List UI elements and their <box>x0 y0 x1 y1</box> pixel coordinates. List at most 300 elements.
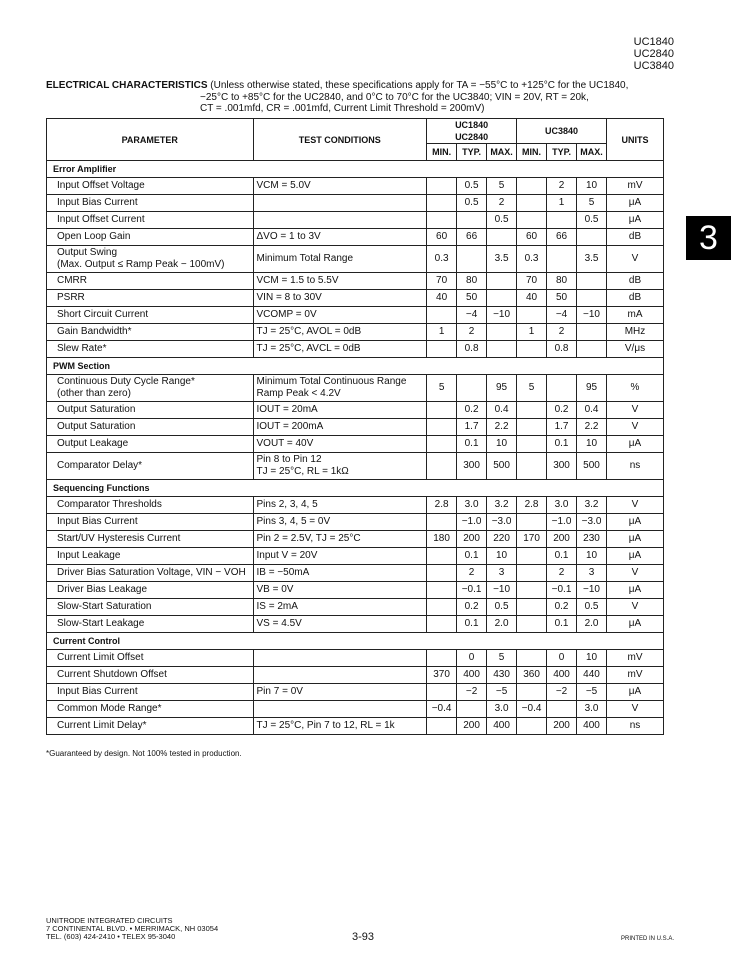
value-cell: 1.7 <box>457 419 487 436</box>
value-cell: 0.2 <box>457 599 487 616</box>
value-cell: −4 <box>547 307 577 324</box>
spec-table-body <box>47 161 664 735</box>
parameter-cell: Comparator Thresholds <box>47 497 254 514</box>
footer-line: TEL. (603) 424-2410 • TELEX 95-3040 <box>46 932 176 941</box>
value-cell <box>517 402 547 419</box>
value-cell: 5 <box>427 375 457 402</box>
value-cell <box>427 453 457 480</box>
value-cell: −10 <box>487 582 517 599</box>
value-cell: 2.8 <box>517 497 547 514</box>
value-cell: −5 <box>577 684 607 701</box>
units-cell: mA <box>607 307 664 324</box>
table-row <box>47 531 664 548</box>
value-cell: 0.1 <box>457 616 487 633</box>
value-cell <box>547 375 577 402</box>
units-cell: V <box>607 402 664 419</box>
value-cell <box>517 616 547 633</box>
value-cell: 0.3 <box>517 246 547 273</box>
test-condition-cell: ΔVO = 1 to 3V <box>253 229 427 246</box>
part-numbers <box>634 36 674 72</box>
units-cell: μA <box>607 212 664 229</box>
value-cell <box>517 565 547 582</box>
value-cell: 95 <box>577 375 607 402</box>
table-row <box>47 582 664 599</box>
parameter-cell: Slow-Start Saturation <box>47 599 254 616</box>
table-row <box>47 650 664 667</box>
value-cell: 0.1 <box>547 548 577 565</box>
value-cell: 400 <box>487 718 517 735</box>
header-units: UNITS <box>607 119 664 161</box>
parameter-cell: Short Circuit Current <box>47 307 254 324</box>
units-cell: V <box>607 701 664 718</box>
value-cell <box>547 212 577 229</box>
table-row <box>47 229 664 246</box>
value-cell <box>517 548 547 565</box>
value-cell <box>427 650 457 667</box>
value-cell: 2.2 <box>487 419 517 436</box>
units-cell: μA <box>607 548 664 565</box>
units-cell: μA <box>607 684 664 701</box>
value-cell: 3.0 <box>487 701 517 718</box>
header-max: MAX. <box>577 144 607 161</box>
parameter-cell: Input Bias Current <box>47 514 254 531</box>
value-cell: 5 <box>487 178 517 195</box>
header-parameter: PARAMETER <box>47 119 254 161</box>
value-cell: −5 <box>487 684 517 701</box>
value-cell <box>547 701 577 718</box>
value-cell: 1 <box>547 195 577 212</box>
test-condition-cell: Pins 3, 4, 5 = 0V <box>253 514 427 531</box>
test-condition-cell: TJ = 25°C, AVCL = 0dB <box>253 341 427 358</box>
units-cell: μA <box>607 514 664 531</box>
table-row <box>47 375 664 402</box>
value-cell: 0.5 <box>577 212 607 229</box>
value-cell: 360 <box>517 667 547 684</box>
value-cell <box>427 684 457 701</box>
page-number: 3-93 <box>352 931 375 943</box>
test-condition-cell: IOUT = 200mA <box>253 419 427 436</box>
test-condition-cell: Minimum Total Range <box>253 246 427 273</box>
value-cell: 430 <box>487 667 517 684</box>
test-condition-cell: Pin 2 = 2.5V, TJ = 25°C <box>253 531 427 548</box>
value-cell: 1 <box>517 324 547 341</box>
table-row <box>47 718 664 735</box>
value-cell: 0.2 <box>457 402 487 419</box>
electrical-conditions <box>46 80 666 115</box>
units-cell: μA <box>607 616 664 633</box>
parameter-cell: Output Swing (Max. Output ≤ Ramp Peak − 100mV) <box>47 246 254 273</box>
value-cell <box>427 565 457 582</box>
value-cell: −0.4 <box>427 701 457 718</box>
section-title: Sequencing Functions <box>47 480 664 497</box>
value-cell: 3 <box>487 565 517 582</box>
table-row <box>47 402 664 419</box>
value-cell: 0.5 <box>457 178 487 195</box>
units-cell: dB <box>607 290 664 307</box>
value-cell: 0.1 <box>457 548 487 565</box>
value-cell <box>487 229 517 246</box>
value-cell: 400 <box>577 718 607 735</box>
value-cell <box>577 229 607 246</box>
units-cell: μA <box>607 582 664 599</box>
table-row <box>47 701 664 718</box>
value-cell <box>517 341 547 358</box>
value-cell <box>517 419 547 436</box>
table-row <box>47 497 664 514</box>
value-cell: 66 <box>547 229 577 246</box>
value-cell: 95 <box>487 375 517 402</box>
table-row <box>47 307 664 324</box>
value-cell: 200 <box>547 718 577 735</box>
value-cell <box>427 548 457 565</box>
test-condition-cell <box>253 212 427 229</box>
value-cell: 2.2 <box>577 419 607 436</box>
ec-title: ELECTRICAL CHARACTERISTICS <box>46 80 208 91</box>
value-cell <box>427 402 457 419</box>
parameter-cell: Input Leakage <box>47 548 254 565</box>
header-min: MIN. <box>517 144 547 161</box>
units-cell: MHz <box>607 324 664 341</box>
value-cell: −0.1 <box>457 582 487 599</box>
value-cell: 70 <box>517 273 547 290</box>
value-cell: 300 <box>547 453 577 480</box>
value-cell <box>517 436 547 453</box>
value-cell <box>427 582 457 599</box>
value-cell: 220 <box>487 531 517 548</box>
value-cell: 0.5 <box>487 212 517 229</box>
value-cell: 0.4 <box>577 402 607 419</box>
value-cell: 50 <box>547 290 577 307</box>
value-cell <box>427 195 457 212</box>
parameter-cell: Gain Bandwidth* <box>47 324 254 341</box>
parameter-cell: Output Saturation <box>47 419 254 436</box>
value-cell: 500 <box>487 453 517 480</box>
section-title: Error Amplifier <box>47 161 664 178</box>
table-row <box>47 419 664 436</box>
value-cell: −0.4 <box>517 701 547 718</box>
units-cell: mV <box>607 667 664 684</box>
value-cell: 2 <box>547 565 577 582</box>
parameter-cell: Driver Bias Saturation Voltage, VIN − VOH <box>47 565 254 582</box>
units-cell: ns <box>607 718 664 735</box>
value-cell <box>517 195 547 212</box>
value-cell: −10 <box>577 582 607 599</box>
value-cell: 66 <box>457 229 487 246</box>
ec-line2: −25°C to +85°C for the UC2840, and 0°C to 70°C for the UC3840; VIN = 20V, RT = 20k, <box>200 91 589 103</box>
value-cell: 10 <box>577 650 607 667</box>
value-cell: 1 <box>427 324 457 341</box>
value-cell <box>427 212 457 229</box>
value-cell <box>487 341 517 358</box>
table-row <box>47 212 664 229</box>
test-condition-cell: Minimum Total Continuous Range Ramp Peak < 4.2V <box>253 375 427 402</box>
value-cell: 70 <box>427 273 457 290</box>
test-condition-cell: TJ = 25°C, Pin 7 to 12, RL = 1k <box>253 718 427 735</box>
test-condition-cell: Pins 2, 3, 4, 5 <box>253 497 427 514</box>
test-condition-cell: VCM = 5.0V <box>253 178 427 195</box>
parameter-cell: Comparator Delay* <box>47 453 254 480</box>
table-row <box>47 616 664 633</box>
value-cell: 180 <box>427 531 457 548</box>
value-cell: 1.7 <box>547 419 577 436</box>
value-cell: 3.5 <box>577 246 607 273</box>
value-cell <box>517 307 547 324</box>
section-row <box>47 633 664 650</box>
value-cell: 2 <box>457 565 487 582</box>
test-condition-cell: IS = 2mA <box>253 599 427 616</box>
footer-address <box>46 917 218 941</box>
test-condition-cell: TJ = 25°C, AVOL = 0dB <box>253 324 427 341</box>
value-cell <box>427 436 457 453</box>
value-cell: −10 <box>487 307 517 324</box>
part-number: UC1840 <box>633 36 674 48</box>
units-cell: % <box>607 375 664 402</box>
value-cell: 3.0 <box>547 497 577 514</box>
value-cell: 200 <box>547 531 577 548</box>
value-cell: 5 <box>517 375 547 402</box>
parameter-cell: Slow-Start Leakage <box>47 616 254 633</box>
part-number: UC2840 <box>633 48 674 60</box>
value-cell: 300 <box>457 453 487 480</box>
value-cell: 40 <box>517 290 547 307</box>
value-cell: 80 <box>457 273 487 290</box>
value-cell <box>577 290 607 307</box>
table-row <box>47 341 664 358</box>
test-condition-cell: VOUT = 40V <box>253 436 427 453</box>
section-row <box>47 161 664 178</box>
test-condition-cell: VB = 0V <box>253 582 427 599</box>
parameter-cell: Common Mode Range* <box>47 701 254 718</box>
units-cell: V <box>607 565 664 582</box>
units-cell: V <box>607 246 664 273</box>
parameter-cell: Current Limit Delay* <box>47 718 254 735</box>
units-cell: V/μs <box>607 341 664 358</box>
value-cell: 40 <box>427 290 457 307</box>
table-row <box>47 436 664 453</box>
table-row <box>47 667 664 684</box>
test-condition-cell: VIN = 8 to 30V <box>253 290 427 307</box>
value-cell: −4 <box>457 307 487 324</box>
value-cell <box>487 273 517 290</box>
value-cell: 2 <box>457 324 487 341</box>
value-cell: 5 <box>577 195 607 212</box>
parameter-cell: Input Bias Current <box>47 195 254 212</box>
parameter-cell: Driver Bias Leakage <box>47 582 254 599</box>
table-row <box>47 684 664 701</box>
value-cell <box>577 324 607 341</box>
parameter-cell: Input Offset Voltage <box>47 178 254 195</box>
parameter-cell: Start/UV Hysteresis Current <box>47 531 254 548</box>
parameter-cell: Input Offset Current <box>47 212 254 229</box>
table-row <box>47 324 664 341</box>
value-cell: −3.0 <box>577 514 607 531</box>
table-row <box>47 290 664 307</box>
value-cell: 3.5 <box>487 246 517 273</box>
value-cell: 10 <box>577 178 607 195</box>
parameter-cell: Output Saturation <box>47 402 254 419</box>
value-cell: 60 <box>427 229 457 246</box>
value-cell: 3.0 <box>457 497 487 514</box>
header-min: MIN. <box>427 144 457 161</box>
value-cell <box>517 650 547 667</box>
value-cell: 0.1 <box>547 616 577 633</box>
value-cell: −1.0 <box>457 514 487 531</box>
test-condition-cell <box>253 667 427 684</box>
value-cell: −2 <box>547 684 577 701</box>
value-cell <box>427 599 457 616</box>
parameter-cell: Continuous Duty Cycle Range* (other than zero) <box>47 375 254 402</box>
value-cell <box>517 212 547 229</box>
value-cell: 2 <box>547 178 577 195</box>
value-cell: 2 <box>547 324 577 341</box>
footnote: *Guaranteed by design. Not 100% tested in production. <box>46 749 242 758</box>
value-cell: 0.1 <box>457 436 487 453</box>
value-cell: 500 <box>577 453 607 480</box>
value-cell: 10 <box>577 436 607 453</box>
header-group-uc1840: UC1840 UC2840 <box>427 119 517 144</box>
parameter-cell: PSRR <box>47 290 254 307</box>
value-cell <box>487 324 517 341</box>
value-cell <box>457 246 487 273</box>
value-cell: −3.0 <box>487 514 517 531</box>
units-cell: μA <box>607 436 664 453</box>
value-cell <box>427 341 457 358</box>
value-cell: 0.8 <box>547 341 577 358</box>
table-row <box>47 514 664 531</box>
value-cell: 3 <box>577 565 607 582</box>
value-cell: 440 <box>577 667 607 684</box>
parameter-cell: Input Bias Current <box>47 684 254 701</box>
value-cell: 0.2 <box>547 402 577 419</box>
ec-line1: (Unless otherwise stated, these specifications apply for TA = −55°C to +125°C for the UC1840, <box>210 80 629 91</box>
spec-table <box>46 118 664 735</box>
value-cell: 50 <box>457 290 487 307</box>
test-condition-cell <box>253 650 427 667</box>
test-condition-cell: VCM = 1.5 to 5.5V <box>253 273 427 290</box>
value-cell: 80 <box>547 273 577 290</box>
value-cell: 0.2 <box>547 599 577 616</box>
value-cell <box>427 307 457 324</box>
part-number: UC3840 <box>633 60 674 72</box>
units-cell: V <box>607 497 664 514</box>
value-cell <box>577 341 607 358</box>
test-condition-cell <box>253 195 427 212</box>
test-condition-cell: VCOMP = 0V <box>253 307 427 324</box>
value-cell: 10 <box>487 548 517 565</box>
value-cell: 0 <box>547 650 577 667</box>
test-condition-cell: Input V = 20V <box>253 548 427 565</box>
value-cell: 3.0 <box>577 701 607 718</box>
value-cell <box>427 514 457 531</box>
value-cell: 0.4 <box>487 402 517 419</box>
parameter-cell: Output Leakage <box>47 436 254 453</box>
value-cell <box>517 684 547 701</box>
value-cell: 370 <box>427 667 457 684</box>
units-cell: dB <box>607 273 664 290</box>
section-title: Current Control <box>47 633 664 650</box>
table-row <box>47 599 664 616</box>
value-cell: 200 <box>457 531 487 548</box>
value-cell <box>427 178 457 195</box>
header-typ: TYP. <box>457 144 487 161</box>
value-cell: 0.8 <box>457 341 487 358</box>
parameter-cell: Slew Rate* <box>47 341 254 358</box>
section-row <box>47 358 664 375</box>
test-condition-cell <box>253 701 427 718</box>
value-cell: 0.5 <box>457 195 487 212</box>
value-cell: 10 <box>487 436 517 453</box>
units-cell: ns <box>607 453 664 480</box>
value-cell: −0.1 <box>547 582 577 599</box>
table-row <box>47 453 664 480</box>
header-max: MAX. <box>487 144 517 161</box>
value-cell: 0.3 <box>427 246 457 273</box>
value-cell: 0.5 <box>487 599 517 616</box>
parameter-cell: CMRR <box>47 273 254 290</box>
parameter-cell: Current Limit Offset <box>47 650 254 667</box>
footer-line: UNITRODE INTEGRATED CIRCUITS <box>46 916 173 925</box>
value-cell: 0 <box>457 650 487 667</box>
value-cell <box>547 246 577 273</box>
value-cell <box>517 453 547 480</box>
value-cell: 0.5 <box>577 599 607 616</box>
test-condition-cell: Pin 8 to Pin 12 TJ = 25°C, RL = 1kΩ <box>253 453 427 480</box>
test-condition-cell: VS = 4.5V <box>253 616 427 633</box>
value-cell: 400 <box>457 667 487 684</box>
value-cell <box>517 178 547 195</box>
value-cell <box>427 419 457 436</box>
units-cell: V <box>607 419 664 436</box>
parameter-cell: Open Loop Gain <box>47 229 254 246</box>
footer-line: 7 CONTINENTAL BLVD. • MERRIMACK, NH 03054 <box>46 924 219 933</box>
table-row <box>47 195 664 212</box>
units-cell: μA <box>607 531 664 548</box>
section-tab: 3 <box>686 216 731 260</box>
value-cell: 3.2 <box>577 497 607 514</box>
test-condition-cell: IOUT = 20mA <box>253 402 427 419</box>
table-row <box>47 548 664 565</box>
value-cell <box>427 718 457 735</box>
value-cell: 400 <box>547 667 577 684</box>
value-cell: −10 <box>577 307 607 324</box>
table-row <box>47 246 664 273</box>
test-condition-cell: Pin 7 = 0V <box>253 684 427 701</box>
value-cell <box>487 290 517 307</box>
value-cell <box>517 718 547 735</box>
value-cell: 3.2 <box>487 497 517 514</box>
table-row <box>47 178 664 195</box>
value-cell: 2.8 <box>427 497 457 514</box>
parameter-cell: Current Shutdown Offset <box>47 667 254 684</box>
printed-in: PRINTED IN U.S.A. <box>620 936 674 942</box>
header-group-uc3840: UC3840 <box>517 119 607 144</box>
header-typ: TYP. <box>547 144 577 161</box>
section-row <box>47 480 664 497</box>
value-cell: 0.1 <box>547 436 577 453</box>
value-cell <box>427 616 457 633</box>
units-cell: V <box>607 599 664 616</box>
value-cell <box>457 375 487 402</box>
value-cell: 230 <box>577 531 607 548</box>
value-cell: −1.0 <box>547 514 577 531</box>
value-cell <box>457 701 487 718</box>
value-cell: 2.0 <box>577 616 607 633</box>
value-cell: 200 <box>457 718 487 735</box>
units-cell: μA <box>607 195 664 212</box>
value-cell: −2 <box>457 684 487 701</box>
test-condition-cell: IB = −50mA <box>253 565 427 582</box>
units-cell: mV <box>607 178 664 195</box>
